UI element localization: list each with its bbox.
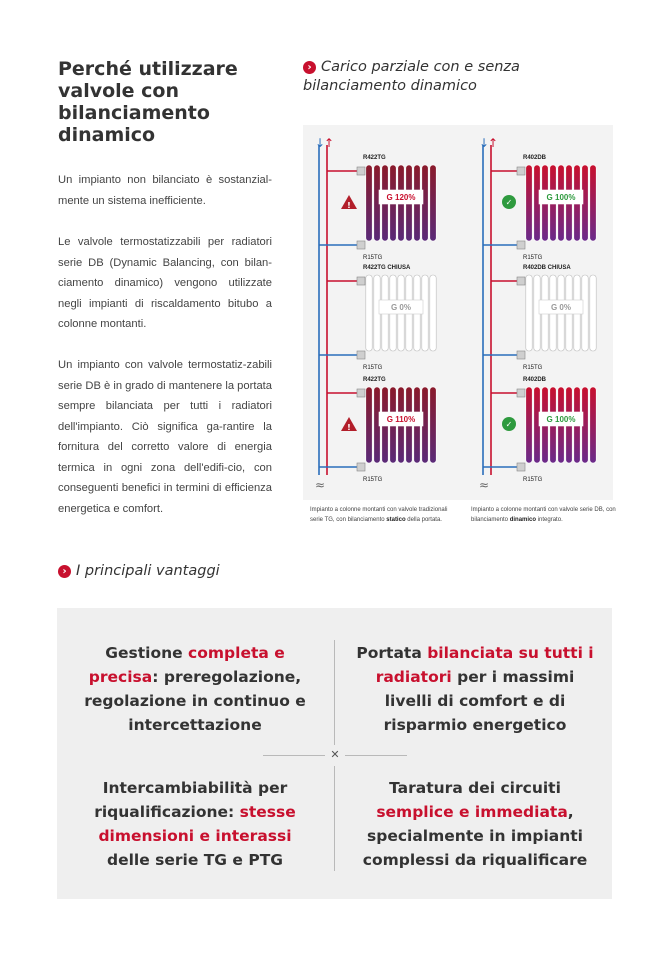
chevron-right-icon: ›	[303, 61, 316, 74]
diagram-heading: › Carico parziale con e senza bilanciamento dinamico	[303, 59, 520, 94]
right-lockshield-label: R15TG	[523, 255, 543, 261]
db-valves-paragraph: Le valvole termostatizzabili per radiatori serie DB (Dynamic Balancing, con bilan-ciamento dinamico) vengono utilizzate negli impianti di riscaldamento bitubo a colonne montanti.	[58, 236, 272, 330]
right-valve-label: R402DB	[523, 155, 547, 161]
intro-paragraph: Un impianto non bilanciato è sostanzial-mente un sistema inefficiente.	[58, 174, 272, 207]
right-radiator-column	[590, 275, 596, 351]
left-return-arrow-icon: ↓	[315, 136, 326, 150]
advantage-balanced-flow: Portata bilanciata su tutti i radiatori per i massimi livelli di comfort e di risparmio energetico	[356, 644, 594, 734]
right-check-icon-mark: ✓	[505, 420, 513, 429]
left-warning-icon-mark: !	[347, 201, 351, 210]
right-load-label: G 0%	[550, 303, 572, 312]
left-load-label: G 0%	[390, 303, 412, 312]
right-radiator-column	[590, 387, 596, 463]
right-valve-icon	[517, 277, 525, 285]
left-radiator-column	[366, 165, 372, 241]
right-check-icon-mark: ✓	[505, 198, 513, 207]
left-valve-label: R422TG CHIUSA	[363, 265, 411, 271]
advantage-easy-calibration: Taratura dei circuiti semplice e immediata, specialmente in impianti complessi da riqualificare	[362, 779, 588, 869]
left-radiator-column	[366, 275, 372, 351]
radiator-diagram	[303, 125, 613, 500]
left-continuation-icon: ≈	[315, 478, 326, 492]
right-lockshield-label: R15TG	[523, 365, 543, 371]
right-continuation-icon: ≈	[479, 478, 490, 492]
right-load-label: G 100%	[546, 193, 576, 202]
right-load-label: G 100%	[546, 415, 576, 424]
divider-horizontal-left	[263, 755, 325, 756]
left-valve-icon	[357, 277, 365, 285]
right-lockshield-icon	[517, 351, 525, 359]
left-radiator-column	[366, 387, 372, 463]
advantage-interchangeability: Intercambiabilità per riqualificazione: stesse dimensioni e interassi delle serie TG e PTG	[94, 779, 296, 869]
right-valve-label: R402DB	[523, 377, 547, 383]
divider-vertical-top	[334, 640, 335, 745]
left-lockshield-label: R15TG	[363, 365, 383, 371]
left-lockshield-icon	[357, 351, 365, 359]
right-radiator-column	[526, 387, 532, 463]
right-lockshield-label: R15TG	[523, 477, 543, 483]
divider-vertical-bottom	[334, 766, 335, 871]
left-lockshield-label: R15TG	[363, 477, 383, 483]
left-radiator-column	[430, 165, 436, 241]
right-valve-icon	[517, 389, 525, 397]
left-valve-label: R422TG	[363, 155, 386, 161]
left-diagram-caption: Impianto a colonne montanti con valvole tradizionali serie TG, con bilanciamento statico della portata.	[310, 507, 448, 523]
benefits-paragraph: Un impianto con valvole termostatiz-zabili serie DB è in grado di mantenere la portata sempre bilanciata per tutti i radiatori dell'impianto. Ciò significa ga-rantire la fornitura del corretto valore di energia termica in ogni zona dell'edifi-cio, con conseguenti benefici in termini di efficienza energetica e comfort.	[58, 359, 272, 515]
right-supply-arrow-icon: ↑	[488, 136, 499, 150]
left-radiator-column	[430, 387, 436, 463]
right-radiator-column	[526, 275, 532, 351]
left-valve-label: R422TG	[363, 377, 386, 383]
right-lockshield-icon	[517, 241, 525, 249]
chevron-right-icon: ›	[58, 565, 71, 578]
expand-arrows-icon: ✕	[328, 748, 342, 762]
right-radiator-column	[590, 165, 596, 241]
right-lockshield-icon	[517, 463, 525, 471]
left-lockshield-label: R15TG	[363, 255, 383, 261]
left-warning-icon-mark: !	[347, 423, 351, 432]
right-valve-icon	[517, 167, 525, 175]
right-diagram-caption: Impianto a colonne montanti con valvole serie DB, con bilanciamento dinamico integrato.	[471, 507, 616, 523]
page-title: Perché utilizzare valvole con bilanciamento dinamico	[58, 58, 238, 146]
right-return-arrow-icon: ↓	[479, 136, 490, 150]
advantages-heading: › I principali vantaggi	[58, 562, 358, 581]
left-radiator-column	[430, 275, 436, 351]
left-supply-arrow-icon: ↑	[324, 136, 335, 150]
left-valve-icon	[357, 389, 365, 397]
right-valve-label: R402DB CHIUSA	[523, 265, 571, 271]
divider-horizontal-right	[345, 755, 407, 756]
left-valve-icon	[357, 167, 365, 175]
left-load-label: G 120%	[386, 193, 416, 202]
right-radiator-column	[526, 165, 532, 241]
left-lockshield-icon	[357, 241, 365, 249]
left-lockshield-icon	[357, 463, 365, 471]
left-load-label: G 110%	[386, 415, 416, 424]
radiator-diagram-svg	[303, 125, 613, 500]
advantage-management: Gestione completa e precisa: preregolazione, regolazione in continuo e intercettazione	[84, 644, 306, 734]
